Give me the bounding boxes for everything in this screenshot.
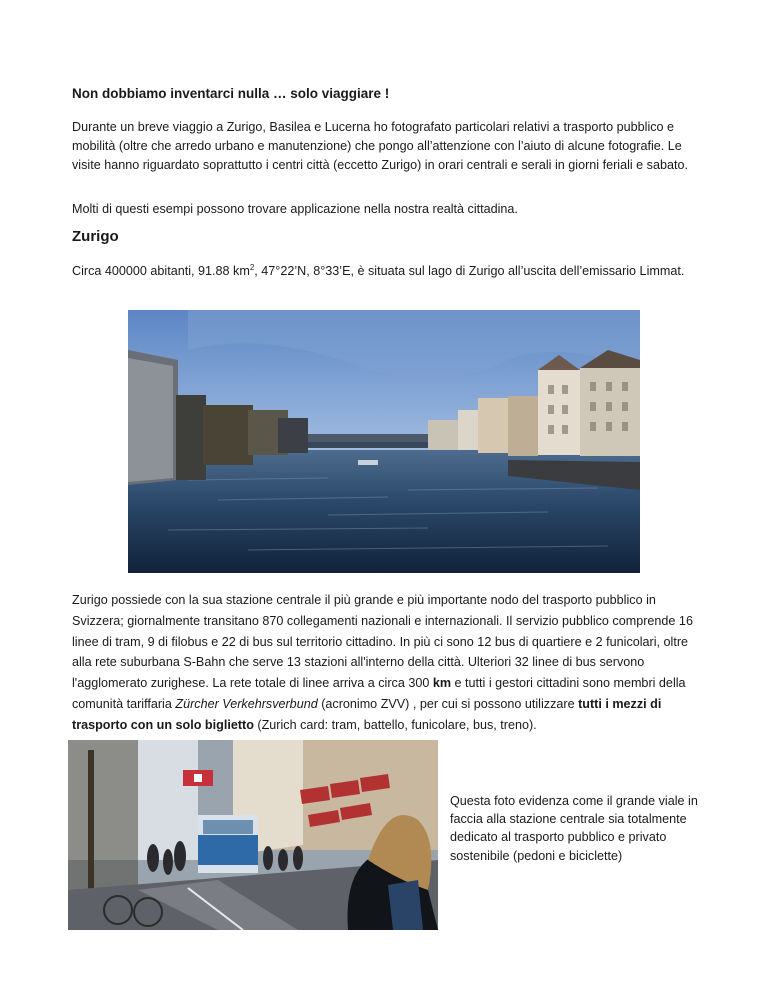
transport-text-1: Zurigo possiede con la sua stazione centrale il più grande e più importante nodo del trasporto pubblico in Svizzera; giornalmente transitano 870 collegamenti nazionali e internazionali. Il servizio pubblico comprende 16 linee di tram, 9 di filobus e 22 di bus sul territorio cittadino. In più ci sono 12 bus di quartiere e 2 funicolari, oltre alla rete suburbana S-Bahn che serve 13 stazioni all'interno della città. Ulteriori 32 linee di bus servono l'agglomerato zurighese. La rete totale di linee arriva a circa 300 xyxy=(72,593,693,691)
transport-km: km xyxy=(432,676,452,691)
street-photo xyxy=(68,740,438,930)
transport-text-3: (acronimo ZVV) , per cui si possono utilizzare xyxy=(317,696,579,711)
city-facts-part1: Circa 400000 abitanti, 91.88 km xyxy=(72,264,250,278)
superscript: 2 xyxy=(249,262,255,272)
intro-paragraph: Durante un breve viaggio a Zurigo, Basilea e Lucerna ho fotografato particolari relativi a trasporto pubblico e mobilità (oltre che arredo urbano e manutenzione) che pongo all’attenzione con l’aiuto di alcune fotografie. Le visite hanno riguardato soprattutto i centri città (eccetto Zurigo) in orari centrali e serali in giorni feriali e sabato. xyxy=(72,120,688,173)
transport-text-4: (Zurich card: tram, battello, funicolare, bus, treno). xyxy=(253,717,537,732)
river-photo xyxy=(128,310,640,573)
transport-paragraph xyxy=(72,590,702,736)
city-facts-paragraph xyxy=(72,262,702,281)
section-title: Zurigo xyxy=(72,228,119,245)
transport-text-2: e tutti i gestori cittadini sono membri della comunità tariffaria xyxy=(72,676,686,711)
page-heading: Non dobbiamo inventarci nulla … solo viaggiare ! xyxy=(72,86,390,101)
note-paragraph: Molti di questi esempi possono trovare applicazione nella nostra realtà cittadina. xyxy=(72,202,518,216)
transport-bold: tutti i mezzi di trasporto con un solo biglietto xyxy=(72,696,662,732)
photo-caption: Questa foto evidenza come il grande viale in faccia alla stazione centrale sia totalmente dedicato al trasporto pubblico e privato sostenibile (pedoni e biciclette) xyxy=(450,794,698,863)
city-facts-part2: , 47°22’N, 8°33’E, è situata sul lago di Zurigo all’uscita dell’emissario Limmat. xyxy=(254,264,685,278)
transport-italic: Zürcher Verkehrsverbund xyxy=(175,696,318,711)
